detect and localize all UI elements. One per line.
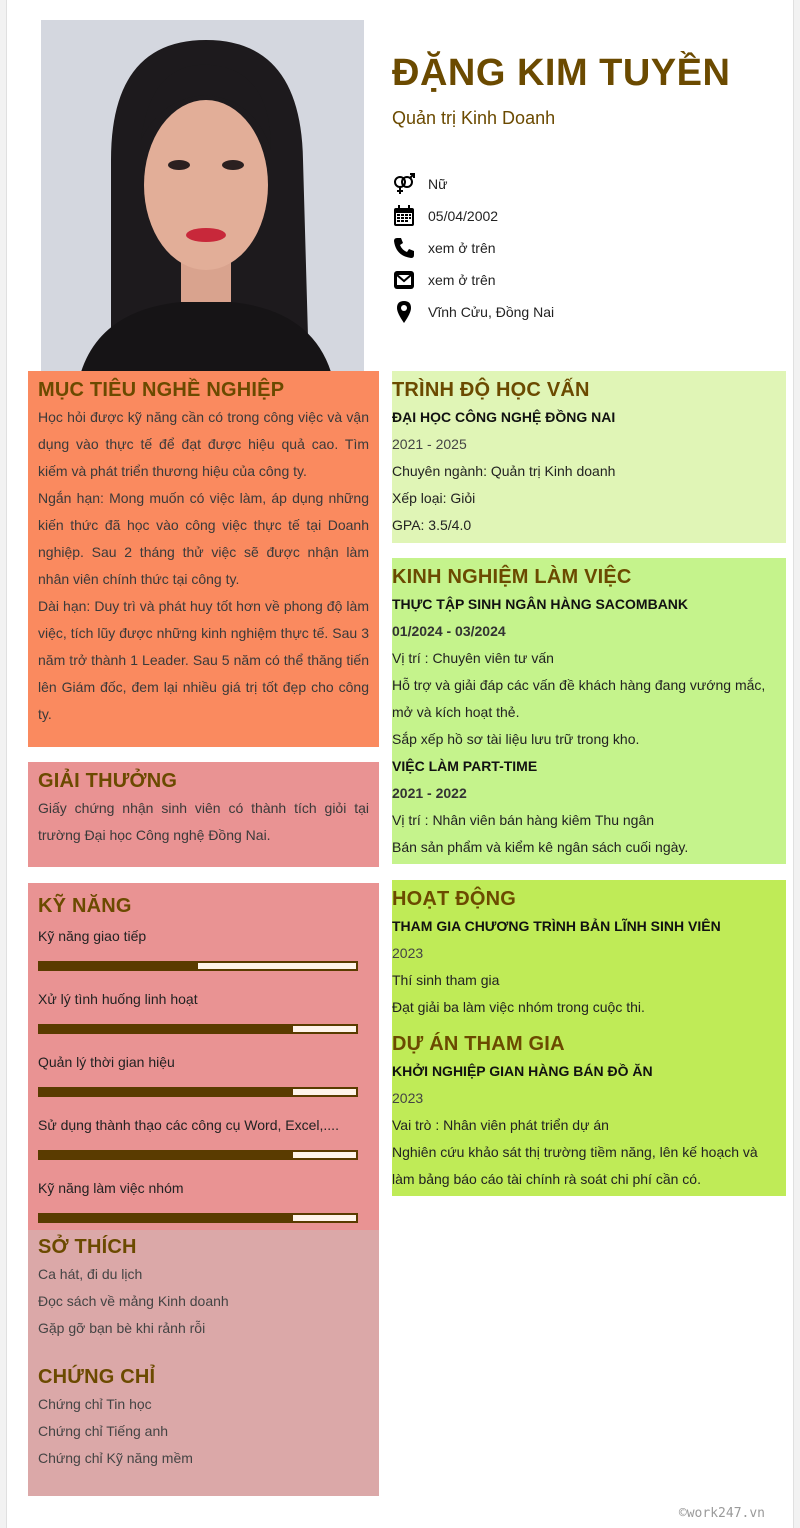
skill-bar <box>38 1150 358 1160</box>
experience-section <box>392 558 786 864</box>
skill-fill <box>40 1152 293 1158</box>
job-line: Vị trí : Chuyên viên tư vấn <box>392 650 554 666</box>
skill-item <box>38 928 369 971</box>
skill-bar <box>38 1213 358 1223</box>
skill-label: Kỹ năng giao tiếp <box>38 928 147 944</box>
gender-text: Nữ <box>428 176 448 192</box>
job-line: Sắp xếp hồ sơ tài liệu lưu trữ trong kho. <box>392 731 640 747</box>
job-line: Bán sản phẩm và kiểm kê ngân sách cuối ngày. <box>392 839 689 855</box>
cert-item: Chứng chỉ Tin học <box>38 1396 152 1412</box>
cv-page <box>6 0 794 1528</box>
info-location <box>392 296 554 328</box>
education-section <box>392 371 786 543</box>
birthday-text: 05/04/2002 <box>428 208 499 224</box>
skills-section <box>28 883 379 1230</box>
portrait-image <box>41 20 364 372</box>
skill-item <box>38 1054 369 1097</box>
skill-item <box>38 991 369 1034</box>
hobby-item: Gặp gỡ bạn bè khi rảnh rỗi <box>38 1320 206 1336</box>
job-line: Hỗ trợ và giải đáp các vấn đề khách hàng đang vướng mắc, mở và kích hoạt thẻ. <box>392 677 766 720</box>
certs-heading: CHỨNG CHỈ <box>38 1366 156 1388</box>
job-title: VIỆC LÀM PART-TIME <box>392 758 538 774</box>
activity-year: 2023 <box>392 945 424 961</box>
skill-bar <box>38 1087 358 1097</box>
phone-text: xem ở trên <box>428 240 496 256</box>
info-email <box>392 264 554 296</box>
location-icon <box>392 300 420 324</box>
activity-line: Thí sinh tham gia <box>392 972 500 988</box>
skill-label: Sử dụng thành thạo các công cụ Word, Excel,.... <box>38 1117 339 1133</box>
candidate-name: ĐẶNG KIM TUYỀN <box>392 52 731 94</box>
profile-photo <box>41 20 364 372</box>
experience-heading: KINH NGHIỆM LÀM VIỆC <box>392 566 632 588</box>
hobby-item: Ca hát, đi du lịch <box>38 1266 143 1282</box>
cert-item: Chứng chỉ Kỹ năng mềm <box>38 1450 193 1466</box>
job-line: Vị trí : Nhân viên bán hàng kiêm Thu ngân <box>392 812 655 828</box>
personal-info <box>392 168 554 328</box>
info-birthday <box>392 200 554 232</box>
location-text: Vĩnh Cửu, Đồng Nai <box>428 304 555 320</box>
education-rank: Xếp loại: Giỏi <box>392 490 476 506</box>
job-period: 2021 - 2022 <box>392 785 467 801</box>
email-text: xem ở trên <box>428 272 496 288</box>
job-title: THỰC TẬP SINH NGÂN HÀNG SACOMBANK <box>392 596 689 612</box>
objective-p3: Dài hạn: Duy trì và phát huy tốt hơn về phong độ làm việc, tích lũy được những kinh nghiệm thực tế. Sau 3 năm trở thành 1 Leader. Sau 5 năm có thể thăng tiến lên Giám đốc, đem lại nhiều giá trị tốt đẹp cho công ty. <box>38 598 369 722</box>
activities-heading: HOẠT ĐỘNG <box>392 888 517 910</box>
project-line: Nghiên cứu khảo sát thị trường tiềm năng, lên kế hoạch và làm bảng báo cáo tài chính rà soát chi phí cần có. <box>392 1144 758 1187</box>
info-phone <box>392 232 554 264</box>
activities-section <box>392 880 786 1196</box>
awards-section <box>28 762 379 867</box>
watermark: ©work247.vn <box>678 1506 765 1521</box>
skill-fill <box>40 1089 293 1095</box>
candidate-title: Quản trị Kinh Doanh <box>392 108 556 128</box>
skill-label: Xử lý tình huống linh hoạt <box>38 991 198 1007</box>
activity-title: THAM GIA CHƯƠNG TRÌNH BẢN LĨNH SINH VIÊN <box>392 918 721 934</box>
objective-section <box>28 371 379 747</box>
skill-bar <box>38 1024 358 1034</box>
education-years: 2021 - 2025 <box>392 436 467 452</box>
hobby-item: Đọc sách về mảng Kinh doanh <box>38 1293 229 1309</box>
objective-heading: MỤC TIÊU NGHỀ NGHIỆP <box>38 379 285 401</box>
objective-p2: Ngắn hạn: Mong muốn có việc làm, áp dụng những kiến thức đã học vào công việc thực tế tại Doanh nghiệp. Sau 2 tháng thử việc sẽ được nhận làm nhân viên chính thức tại công ty. <box>38 490 369 587</box>
project-line: Vai trò : Nhân viên phát triển dự án <box>392 1117 609 1133</box>
awards-heading: GIẢI THƯỞNG <box>38 770 178 792</box>
objective-p1: Học hỏi được kỹ năng cần có trong công việc và vận dụng vào thực tế để đạt được hiệu quả cao. Tìm kiếm và phát triển thương hiệu của công ty. <box>38 409 369 479</box>
skill-label: Quản lý thời gian hiệu <box>38 1054 175 1070</box>
phone-icon <box>392 236 420 260</box>
skill-fill <box>40 1215 293 1221</box>
awards-text: Giấy chứng nhận sinh viên có thành tích giỏi tại trường Đại học Công nghệ Đồng Nai. <box>38 800 369 843</box>
project-title: KHỞI NGHIỆP GIAN HÀNG BÁN ĐỒ ĂN <box>392 1063 653 1079</box>
skill-item <box>38 1117 369 1160</box>
skill-label: Kỹ năng làm việc nhóm <box>38 1180 184 1196</box>
info-gender <box>392 168 554 200</box>
education-heading: TRÌNH ĐỘ HỌC VẤN <box>392 379 590 401</box>
email-icon <box>392 268 420 292</box>
skills-heading: KỸ NĂNG <box>38 895 132 917</box>
calendar-icon <box>392 204 420 228</box>
gender-icon <box>392 172 420 196</box>
job-period: 01/2024 - 03/2024 <box>392 623 506 639</box>
education-major: Chuyên ngành: Quản trị Kinh doanh <box>392 463 616 479</box>
skill-item <box>38 1180 369 1223</box>
projects-heading: DỰ ÁN THAM GIA <box>392 1033 565 1055</box>
school-name: ĐẠI HỌC CÔNG NGHỆ ĐỒNG NAI <box>392 409 616 425</box>
cert-item: Chứng chỉ Tiếng anh <box>38 1423 169 1439</box>
hobby-cert-section <box>28 1230 379 1496</box>
hobbies-heading: SỞ THÍCH <box>38 1236 137 1258</box>
skill-bar <box>38 961 358 971</box>
project-year: 2023 <box>392 1090 424 1106</box>
skill-fill <box>40 1026 293 1032</box>
education-gpa: GPA: 3.5/4.0 <box>392 517 472 533</box>
activity-line: Đạt giải ba làm việc nhóm trong cuộc thi. <box>392 999 645 1015</box>
skill-fill <box>40 963 198 969</box>
